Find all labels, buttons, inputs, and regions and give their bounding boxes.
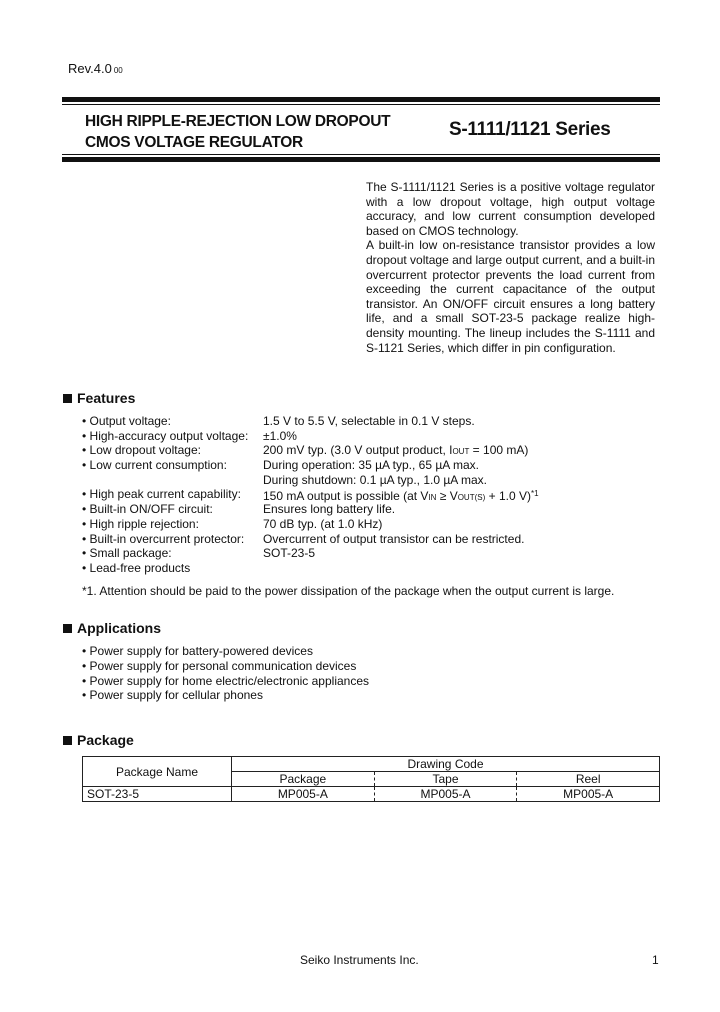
features-heading-text: Features [77, 390, 136, 406]
header-package: Package [232, 772, 375, 787]
page-number: 1 [652, 953, 659, 967]
square-bullet-icon [63, 736, 72, 745]
header-drawing-code: Drawing Code [232, 757, 660, 772]
applications-heading-text: Applications [77, 620, 162, 636]
applications-heading [63, 620, 161, 636]
package-table [82, 756, 660, 802]
value-part: + 1.0 V) [485, 489, 531, 504]
cell-package-name: SOT-23-5 [83, 787, 232, 802]
cell-reel-code: MP005-A [517, 787, 660, 802]
package-heading-text: Package [77, 732, 134, 748]
package-heading [63, 732, 134, 748]
title-line-2: CMOS VOLTAGE REGULATOR [85, 134, 303, 151]
feature-name: • Output voltage: [82, 414, 171, 428]
value-subscript: OUT [452, 447, 470, 457]
feature-value: Ensures long battery life. [263, 502, 396, 517]
cell-tape-code: MP005-A [374, 787, 517, 802]
header-tape: Tape [374, 772, 517, 787]
feature-name: • Built-in overcurrent protector: [82, 531, 245, 546]
application-item: • Power supply for personal communication devices [82, 658, 357, 673]
feature-name: • High peak current capability: [82, 487, 241, 502]
feature-value: During shutdown: 0.1 µA typ., 1.0 µA max. [263, 472, 487, 487]
table-row [83, 787, 660, 802]
intro-paragraph-2: A built-in low on-resistance transistor provides a low dropout voltage and large output current, and a built-in overcurrent protector prevents the load current from exceeding the current capacitance of the output transistor. An ON/OFF circuit ensures a long battery life, and a small SOT-23-5 package realize high-density mounting. The lineup includes the S-1111 and S-1121 Series, which differ in pin configuration. [366, 238, 655, 355]
feature-value: During operation: 35 µA typ., 65 µA max. [263, 458, 479, 473]
value-part: = 100 mA) [469, 443, 529, 458]
bottom-rule-thick [62, 157, 660, 162]
feature-value: 1.5 V to 5.5 V, selectable in 0.1 V steps. [263, 414, 475, 428]
intro-paragraph-1: The S-1111/1121 Series is a positive voltage regulator with a low dropout voltage, high output voltage accuracy, and low current consumption developed based on CMOS technology. [366, 180, 655, 238]
value-subscript: OUT(S) [457, 493, 486, 503]
feature-value: SOT-23-5 [263, 546, 316, 561]
document-title [85, 111, 390, 153]
header-reel: Reel [517, 772, 660, 787]
value-part: 200 mV typ. (3.0 V output product, I [263, 443, 453, 458]
value-part: 150 mA output is possible (at V [263, 489, 429, 504]
feature-name: • High-accuracy output voltage: [82, 428, 249, 443]
bottom-rule-thin [62, 154, 660, 155]
header-package-name: Package Name [83, 757, 232, 787]
square-bullet-icon [63, 624, 72, 633]
value-subscript: IN [428, 493, 437, 503]
feature-value: Overcurrent of output transistor can be restricted. [263, 531, 525, 546]
series-name: S-1111/1121 Series [449, 119, 611, 140]
footer-company: Seiko Instruments Inc. [300, 953, 419, 967]
footnote: *1. Attention should be paid to the power dissipation of the package when the output current is large. [82, 584, 615, 598]
intro-description [366, 180, 655, 355]
feature-value: ±1.0% [263, 428, 297, 443]
value-part: ≥ V [436, 489, 458, 504]
feature-name: • Low current consumption: [82, 458, 227, 473]
square-bullet-icon [63, 394, 72, 403]
application-item: • Power supply for home electric/electronic appliances [82, 673, 370, 688]
top-rule-thin [62, 104, 660, 105]
feature-name: • Small package: [82, 546, 172, 561]
table-header-row [83, 757, 660, 772]
cell-package-code: MP005-A [232, 787, 375, 802]
application-item: • Power supply for cellular phones [82, 688, 263, 703]
applications-list [82, 644, 369, 703]
application-item: • Power supply for battery-powered devices [82, 644, 313, 658]
features-heading [63, 390, 135, 406]
revision-text: Rev.4.0 [68, 61, 112, 76]
feature-name: • Low dropout voltage: [82, 443, 201, 458]
title-line-1: HIGH RIPPLE-REJECTION LOW DROPOUT [85, 113, 391, 130]
footnote-marker: *1 [530, 489, 539, 499]
feature-name: • Lead-free products [82, 560, 191, 575]
feature-value: 70 dB typ. (at 1.0 kHz) [263, 516, 383, 531]
top-rule-thick [62, 97, 660, 102]
feature-name: • High ripple rejection: [82, 516, 199, 531]
revision-suffix: 00 [113, 66, 123, 75]
revision-label [68, 61, 123, 76]
feature-name: • Built-in ON/OFF circuit: [82, 502, 213, 517]
